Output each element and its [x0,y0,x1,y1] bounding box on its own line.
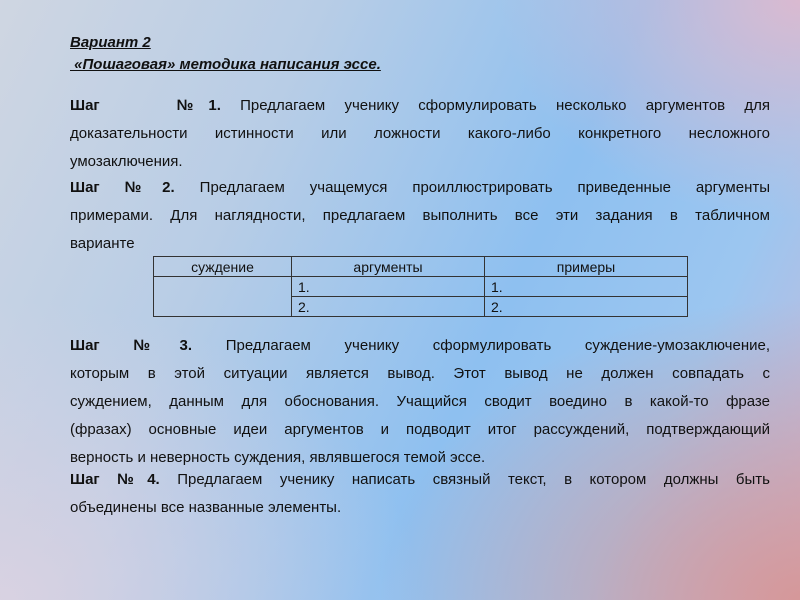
step-3 [70,332,770,472]
text-line: Предлагаем ученику написать связный текст, в котором должны быть [177,471,770,488]
table-header-row [154,257,688,277]
step-label: Шаг №2. [70,179,175,196]
text-line: суждением, данным для обоснования. Учащийся сводит воедино в какой-то фразе [70,393,770,410]
table-cell: 2. [485,297,688,317]
argument-table [153,256,688,317]
text-line: Предлагаем ученику сформулировать суждение-умозаключение, [225,337,770,354]
text-line: объединены все названные элементы. [70,499,342,516]
text-line: Предлагаем ученику сформулировать несколько аргументов для [240,97,770,114]
step-label: Шаг №1. [70,97,221,114]
step-label: Шаг №4. [70,471,160,488]
text-line: (фразах) основные идеи аргументов и подводит итог рассуждений, подтверждающий [70,421,770,438]
step-label: Шаг №3. [70,337,193,354]
table-cell: 1. [485,277,688,297]
header-cell: суждение [154,257,292,277]
step-2 [70,174,770,258]
header-cell: примеры [485,257,688,277]
table-cell [154,277,292,317]
table-cell: 1. [292,277,485,297]
table-row [154,277,688,297]
step-4 [70,466,770,522]
text-line: умозаключения. [70,153,183,170]
text-line: примерами. Для наглядности, предлагаем выполнить все эти задания в табличном [70,207,770,224]
variant-title: Вариант 2 [70,34,151,51]
text-line: варианте [70,235,135,252]
text-line: доказательности истинности или ложности какого-либо конкретного несложного [70,125,770,142]
text-line: Предлагаем учащемуся проиллюстрировать приведенные аргументы [199,179,771,196]
method-title: «Пошаговая» методика написания эссе. [70,56,381,73]
text-line: которым в этой ситуации является вывод. Этот вывод не должен совпадать с [70,365,770,382]
table-cell: 2. [292,297,485,317]
text-line: верность и неверность суждения, являвшегося темой эссе. [70,449,486,466]
header-cell: аргументы [292,257,485,277]
step-1 [70,92,770,176]
